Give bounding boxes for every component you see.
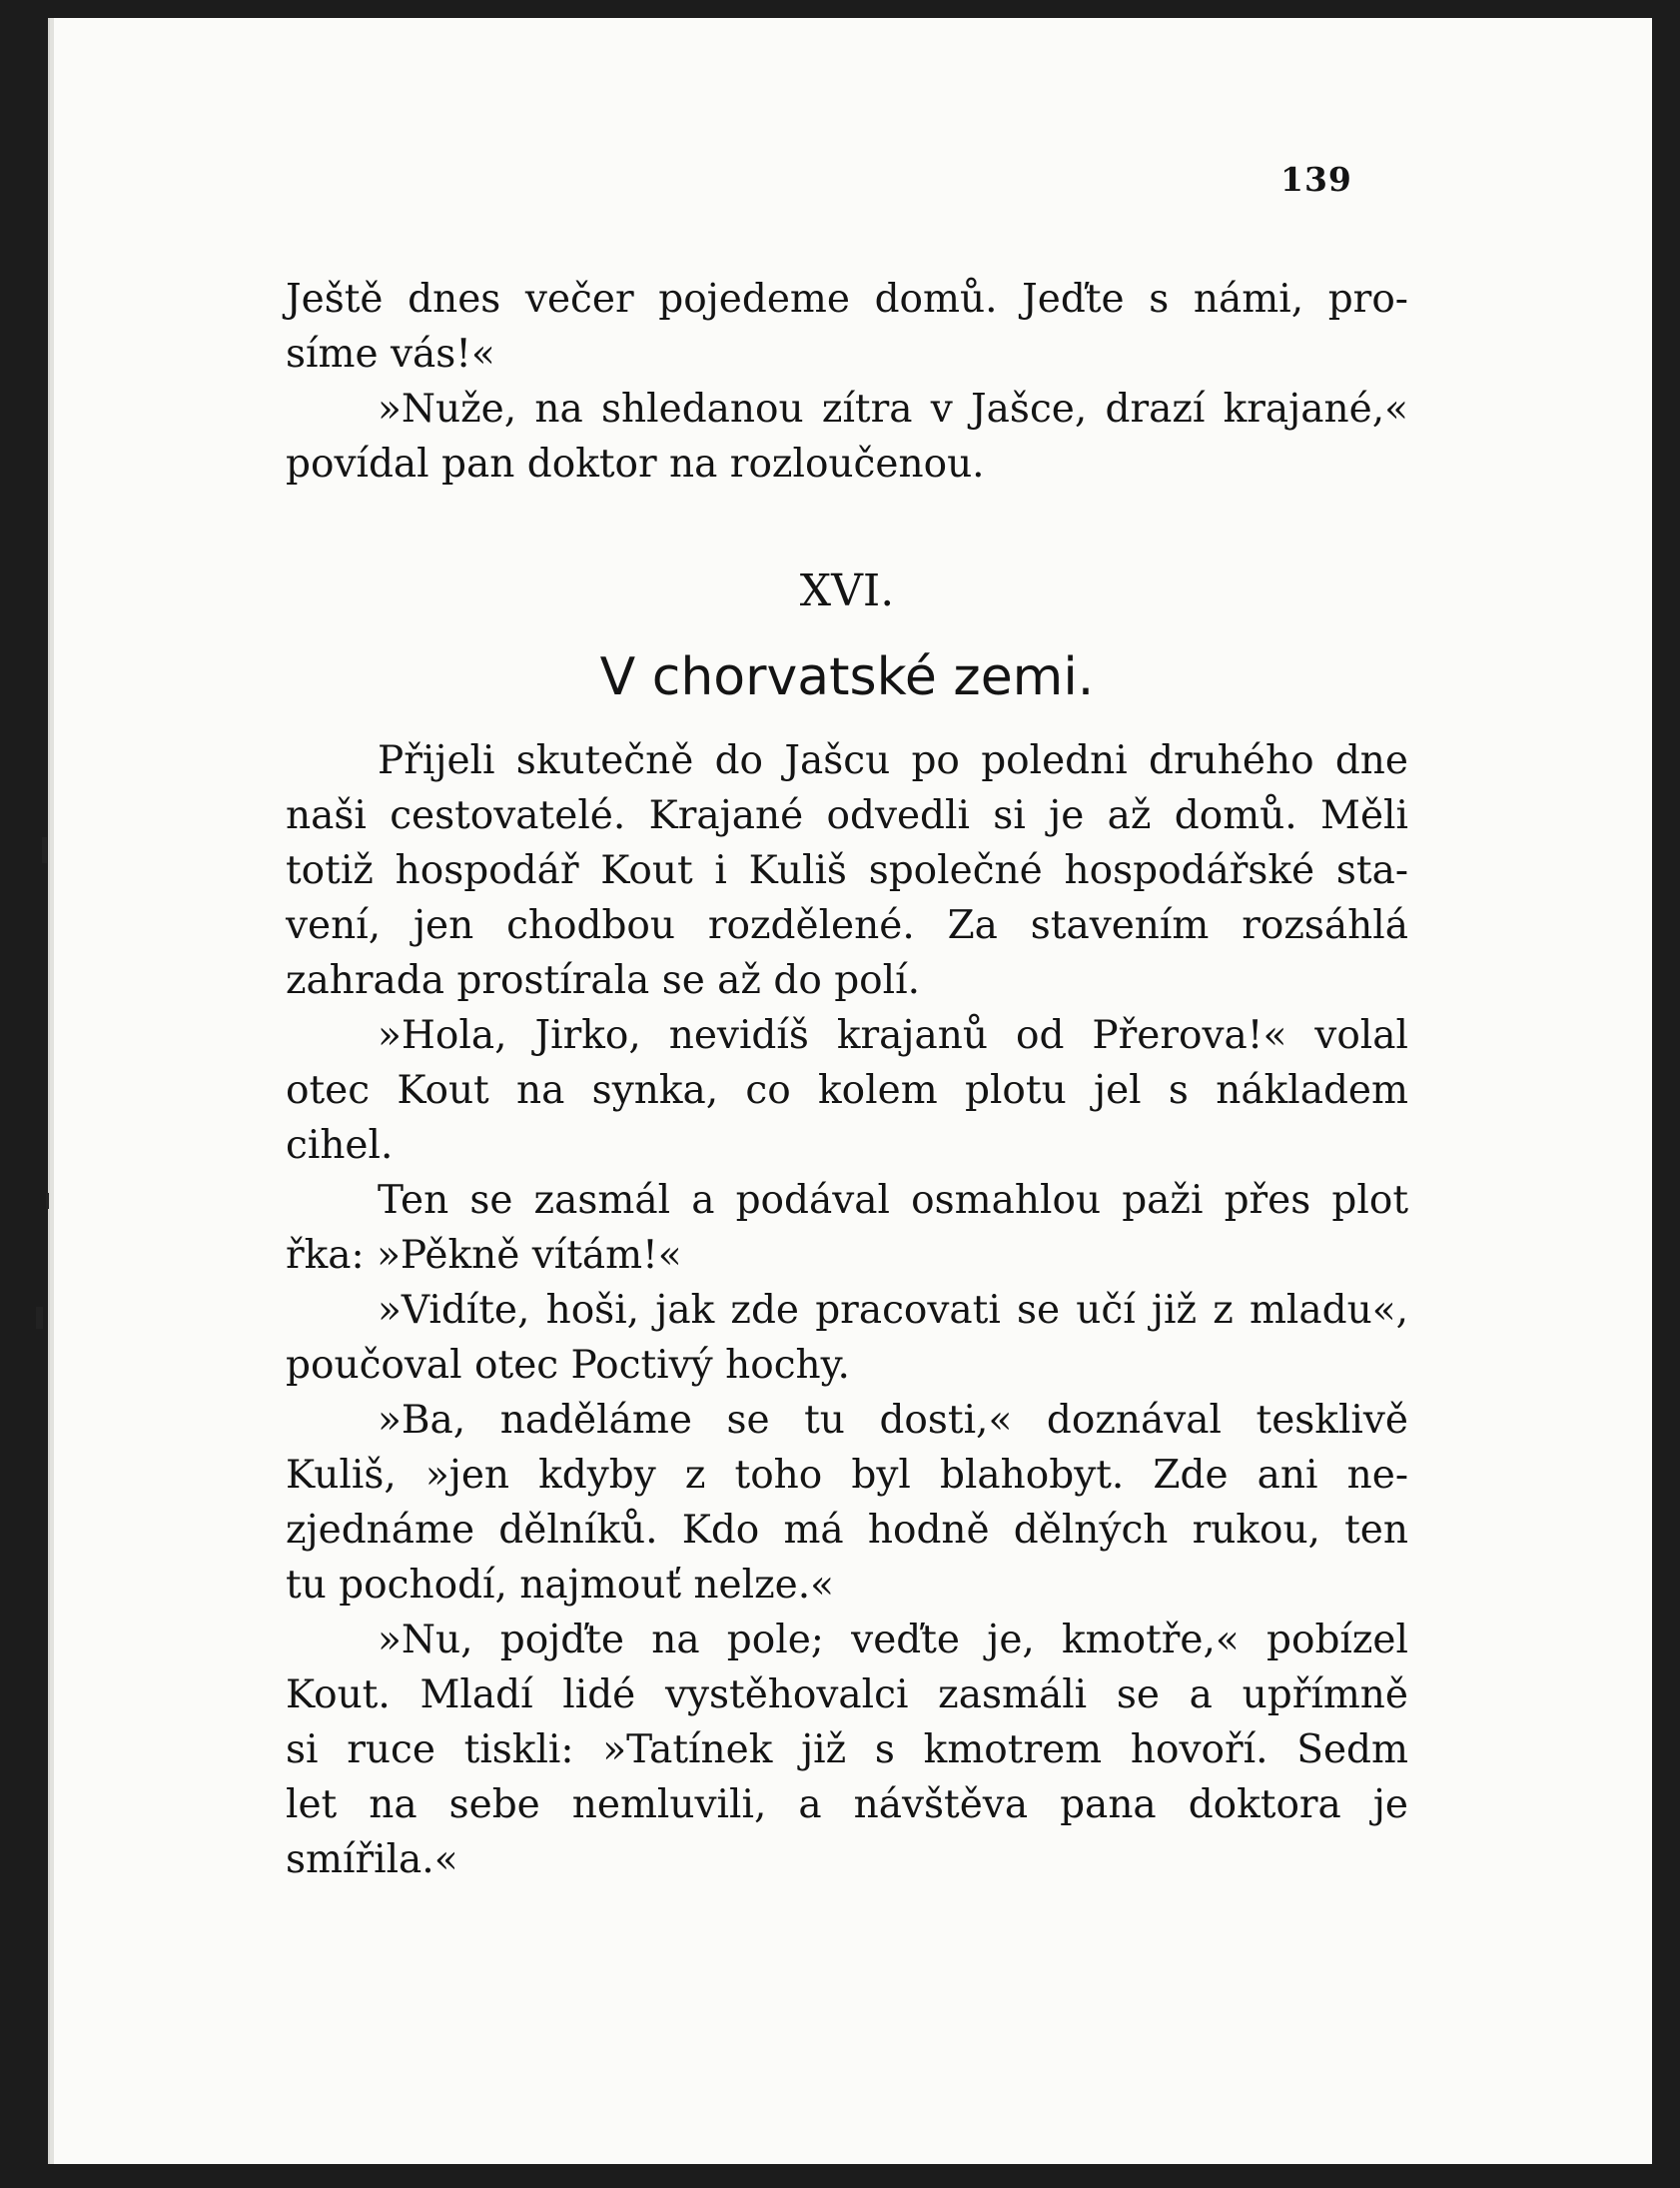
text-line: »Nuže, na shledanou zítra v Jašce, drazí krajané,« <box>378 387 1408 432</box>
page-number: 139 <box>1280 160 1352 199</box>
text-line: »Ba, naděláme se tu dosti,« doznával tesklivě <box>378 1398 1408 1443</box>
text-line: »Nu, pojďte na pole; veďte je, kmotře,« pobízel <box>378 1618 1408 1662</box>
text-line: poučoval otec Poctivý hochy. <box>286 1343 850 1388</box>
text-line: zjednáme dělníků. Kdo má hodně dělných rukou, ten <box>286 1508 1408 1553</box>
text-line: cihel. <box>286 1123 394 1168</box>
text-line: povídal pan doktor na rozloučenou. <box>286 442 985 487</box>
book-page <box>48 18 1652 2164</box>
chapter-title: V chorvatské zemi. <box>599 647 1095 707</box>
text-line: »Vidíte, hoši, jak zde pracovati se učí již z mladu«, <box>378 1288 1408 1333</box>
text-line: tu pochodí, najmouť nelze.« <box>286 1563 834 1608</box>
text-line: Přijeli skutečně do Jašcu po poledni druhého dne <box>378 738 1408 783</box>
text-line: totiž hospodář Kout i Kuliš společné hospodářské sta- <box>286 848 1408 893</box>
text-line: smířila.« <box>286 1837 458 1882</box>
text-line: Ještě dnes večer pojedeme domů. Jeďte s námi, pro- <box>286 277 1408 322</box>
chapter-number: XVI. <box>799 565 895 616</box>
text-line: Kout. Mladí lidé vystěhovalci zasmáli se a upřímně <box>286 1672 1408 1717</box>
text-line: naši cestovatelé. Krajané odvedli si je až domů. Měli <box>286 793 1408 838</box>
text-line: řka: »Pěkně vítám!« <box>286 1233 682 1278</box>
text-line: zahrada prostírala se až do polí. <box>286 958 921 1003</box>
text-line: »Hola, Jirko, nevidíš krajanů od Přerova!« volal <box>378 1013 1408 1058</box>
text-line: let na sebe nemluvili, a návštěva pana doktora je <box>286 1782 1408 1827</box>
text-line: vení, jen chodbou rozdělené. Za stavením rozsáhlá <box>286 903 1408 948</box>
text-line: si ruce tiskli: »Tatínek již s kmotrem hovoří. Sedm <box>286 1727 1408 1772</box>
page-spine <box>50 18 54 2164</box>
page-text <box>286 272 1408 1887</box>
text-line: Ten se zasmál a podával osmahlou paži přes plot <box>378 1178 1408 1223</box>
margin-mark <box>36 1307 43 1329</box>
text-line: Kuliš, »jen kdyby z toho byl blahobyt. Zde ani ne- <box>286 1453 1408 1498</box>
text-line: otec Kout na synka, co kolem plotu jel s nákladem <box>286 1068 1408 1113</box>
margin-mark <box>42 837 47 863</box>
text-line: síme vás!« <box>286 332 495 377</box>
margin-mark <box>46 1193 49 1209</box>
